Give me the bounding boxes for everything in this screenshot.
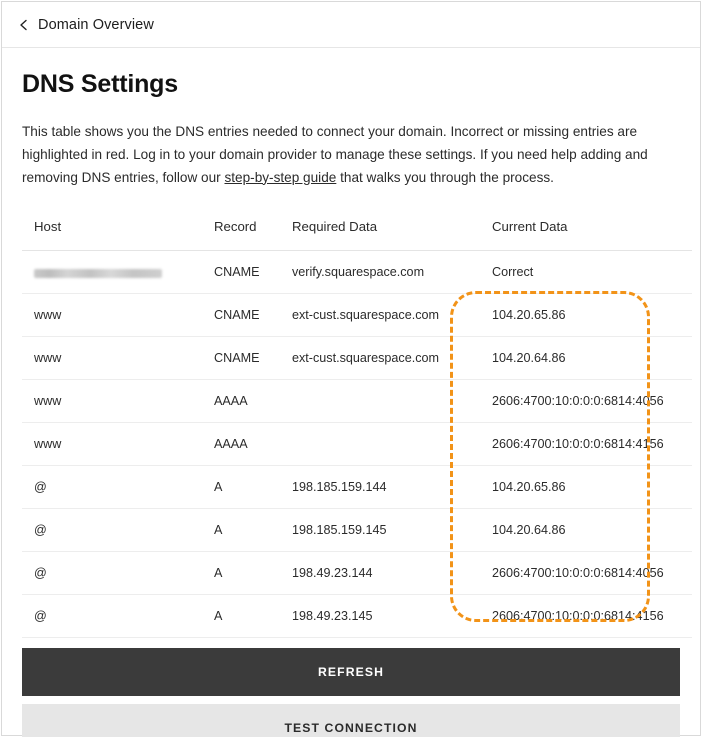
cell-current-data: 2606:4700:10:0:0:0:6814:4056	[492, 552, 692, 595]
table-row	[22, 552, 692, 595]
page-title: DNS Settings	[22, 70, 178, 98]
cell-host: www	[22, 294, 214, 337]
cell-required-data: 198.185.159.145	[292, 509, 492, 552]
cell-record-type: CNAME	[214, 251, 292, 294]
dns-table	[22, 211, 692, 638]
cell-host: @	[22, 595, 214, 638]
refresh-button[interactable]: REFRESH	[22, 648, 680, 696]
cell-current-data: 2606:4700:10:0:0:0:6814:4156	[492, 595, 692, 638]
cell-required-data: 198.185.159.144	[292, 466, 492, 509]
cell-required-data: ext-cust.squarespace.com	[292, 294, 492, 337]
cell-required-data: 198.49.23.145	[292, 595, 492, 638]
column-header-host: Host	[22, 211, 214, 251]
cell-host: www	[22, 337, 214, 380]
column-header-record: Record	[214, 211, 292, 251]
table-body	[22, 251, 692, 638]
cell-record-type: CNAME	[214, 337, 292, 380]
cell-record-type: A	[214, 509, 292, 552]
cell-current-data: 104.20.65.86	[492, 466, 692, 509]
step-by-step-guide-link[interactable]: step-by-step guide	[224, 169, 337, 185]
redacted-host-value	[34, 269, 162, 278]
cell-required-data	[292, 380, 492, 423]
intro-paragraph	[22, 121, 680, 189]
cell-record-type: A	[214, 466, 292, 509]
cell-required-data: ext-cust.squarespace.com	[292, 337, 492, 380]
table-row	[22, 466, 692, 509]
cell-required-data: verify.squarespace.com	[292, 251, 492, 294]
breadcrumb-label[interactable]: Domain Overview	[38, 16, 154, 33]
cell-record-type: AAAA	[214, 380, 292, 423]
table-row	[22, 595, 692, 638]
table-row	[22, 337, 692, 380]
table-row	[22, 380, 692, 423]
cell-host: www	[22, 380, 214, 423]
cell-current-data: 104.20.65.86	[492, 294, 692, 337]
table-head	[22, 211, 692, 251]
cell-current-data: Correct	[492, 251, 692, 294]
test-connection-button[interactable]: TEST CONNECTION	[22, 704, 680, 737]
cell-host	[22, 251, 214, 294]
table-row	[22, 294, 692, 337]
cell-current-data: 2606:4700:10:0:0:0:6814:4156	[492, 423, 692, 466]
table-row	[22, 509, 692, 552]
breadcrumb[interactable]	[2, 2, 700, 48]
cell-current-data: 104.20.64.86	[492, 509, 692, 552]
cell-record-type: A	[214, 595, 292, 638]
chevron-left-icon[interactable]	[18, 19, 30, 31]
column-header-current-data: Current Data	[492, 211, 692, 251]
cell-host: @	[22, 466, 214, 509]
cell-current-data: 2606:4700:10:0:0:0:6814:4056	[492, 380, 692, 423]
cell-host: @	[22, 552, 214, 595]
column-header-required-data: Required Data	[292, 211, 492, 251]
intro-text-part1: This table shows you the DNS entries needed to connect your domain. Incorrect or missing entries are highlighted in red. Log in to your domain provider to manage these settings. If you need help adding and removing DNS entries, follow our	[22, 124, 648, 185]
cell-host: www	[22, 423, 214, 466]
main-content	[2, 48, 700, 737]
cell-host: @	[22, 509, 214, 552]
table-row	[22, 251, 692, 294]
cell-record-type: A	[214, 552, 292, 595]
table-header-row	[22, 211, 692, 251]
cell-record-type: AAAA	[214, 423, 292, 466]
cell-current-data: 104.20.64.86	[492, 337, 692, 380]
cell-record-type: CNAME	[214, 294, 292, 337]
cell-required-data: 198.49.23.144	[292, 552, 492, 595]
intro-text-part2: that walks you through the process.	[336, 169, 554, 185]
app-window	[1, 1, 701, 736]
table-row	[22, 423, 692, 466]
cell-required-data	[292, 423, 492, 466]
